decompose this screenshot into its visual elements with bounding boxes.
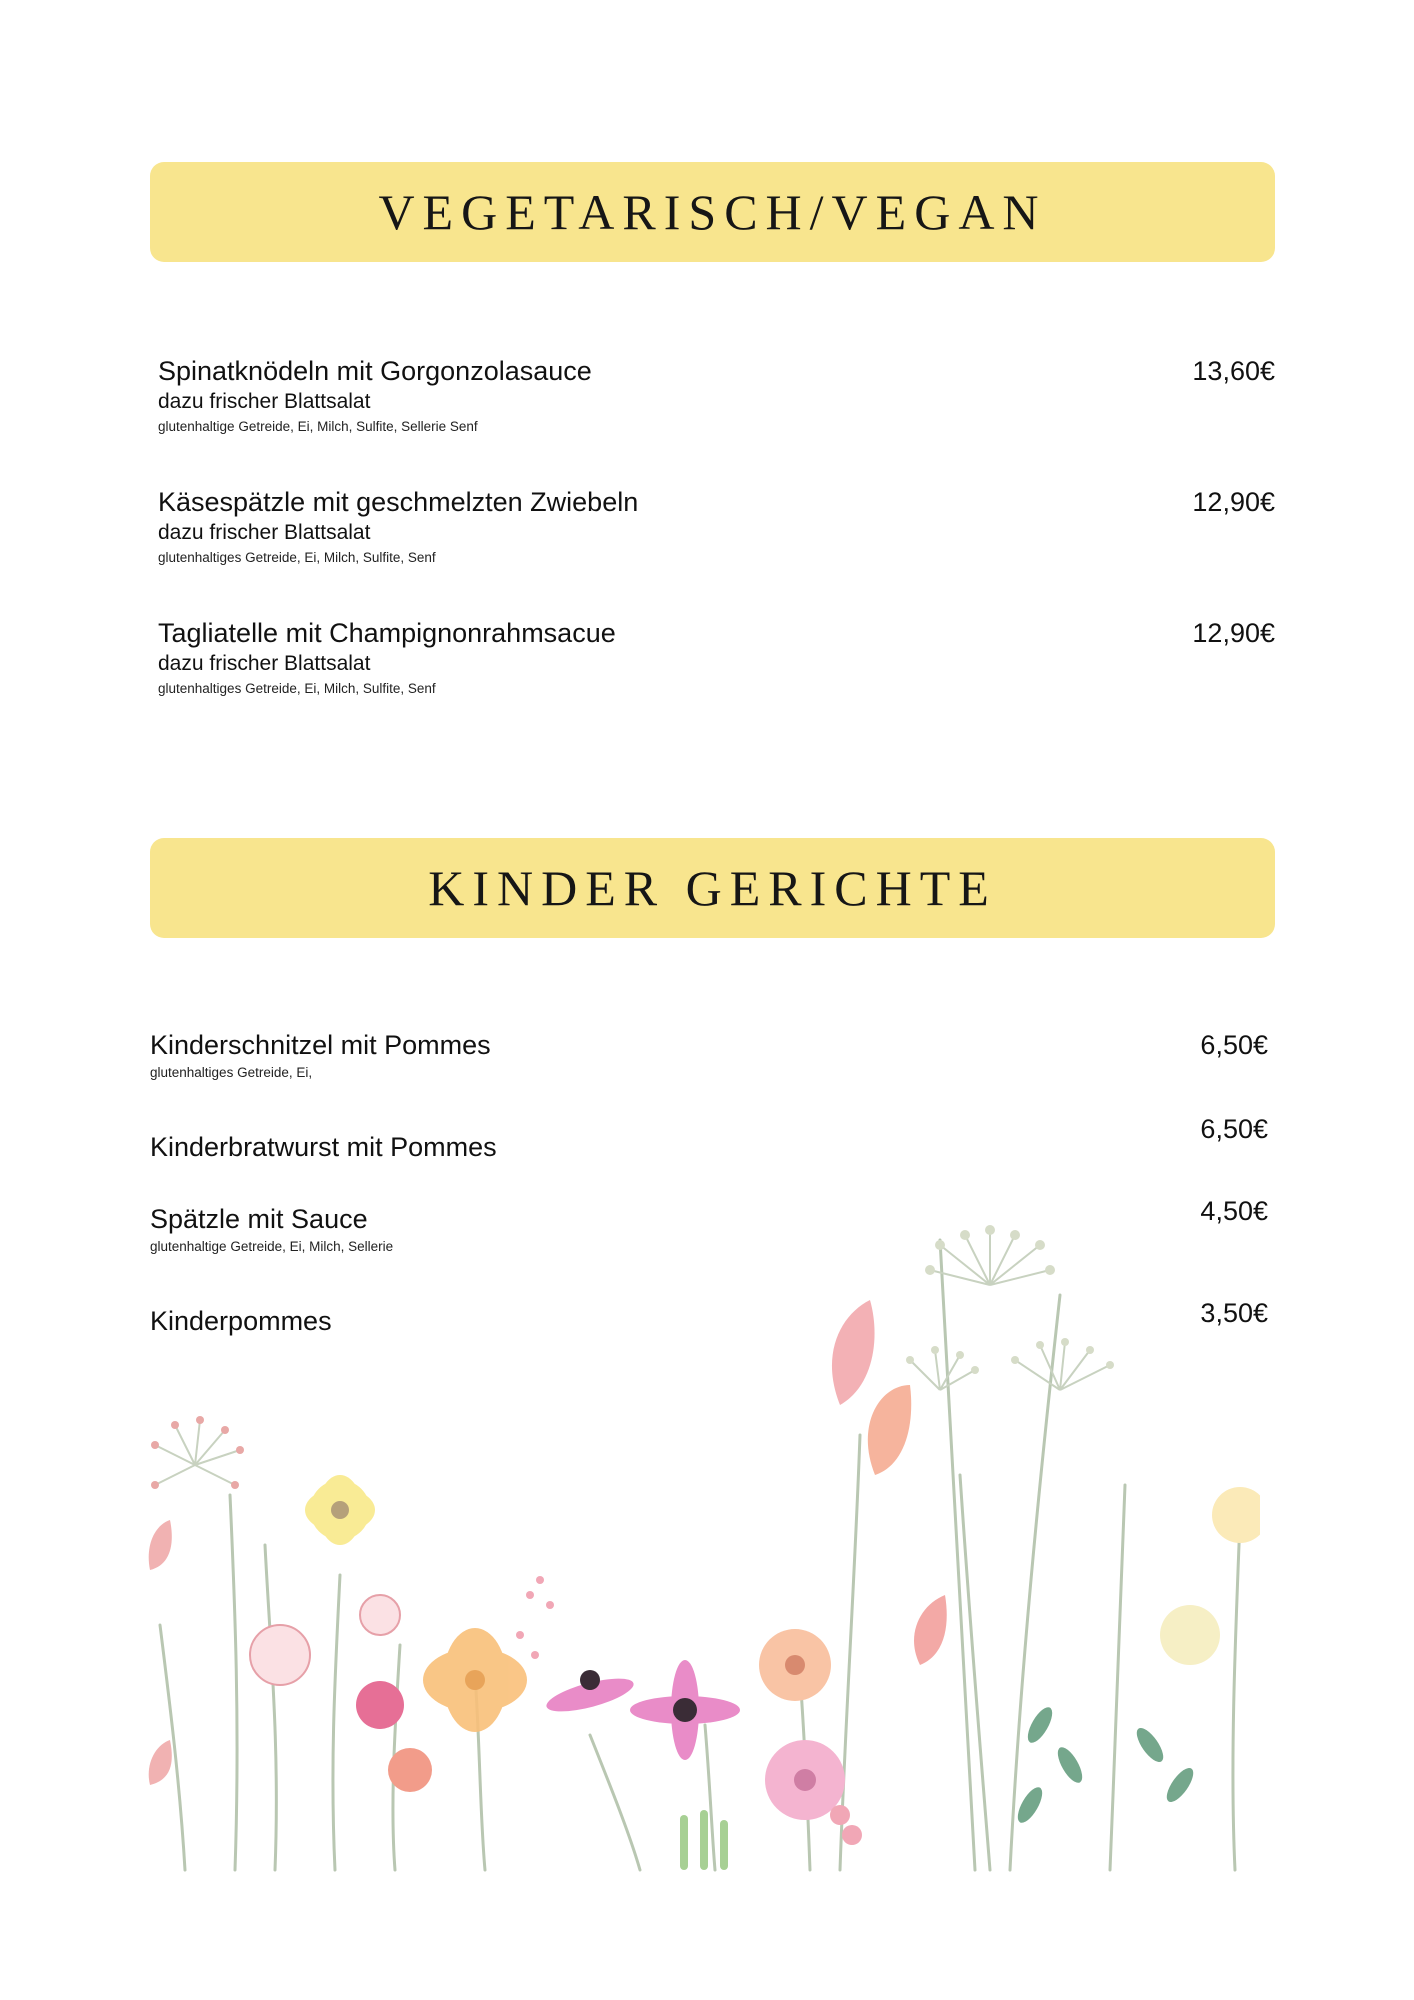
dish-side: dazu frischer Blattsalat <box>158 521 371 544</box>
dish-name: Kinderbratwurst mit Pommes <box>150 1132 497 1162</box>
dish-allergens: glutenhaltiges Getreide, Ei, <box>150 1065 313 1080</box>
dish-price: 12,90€ <box>1192 618 1275 648</box>
dish-price: 4,50€ <box>1200 1196 1268 1226</box>
section-title: KINDER GERICHTE <box>428 860 997 916</box>
flowers-illustration <box>140 1225 1260 1875</box>
dish-name: Kinderpommes <box>150 1306 332 1336</box>
dish-price: 13,60€ <box>1192 356 1275 386</box>
dish-name: Tagliatelle mit Champignonrahmsacue <box>158 618 616 648</box>
menu-item <box>158 616 1275 698</box>
dish-price: 12,90€ <box>1192 487 1275 517</box>
menu-item <box>158 485 1275 567</box>
dish-price: 3,50€ <box>1200 1298 1268 1328</box>
dish-allergens: glutenhaltiges Getreide, Ei, Milch, Sulfite, Senf <box>158 550 436 565</box>
dish-allergens: glutenhaltiges Getreide, Ei, Milch, Sulfite, Senf <box>158 681 436 696</box>
section-banner-vegetarian <box>150 162 1275 262</box>
menu-item <box>150 1114 1268 1164</box>
menu-item <box>158 354 1275 436</box>
dish-allergens: glutenhaltige Getreide, Ei, Milch, Sulfite, Sellerie Senf <box>158 419 478 434</box>
dish-side: dazu frischer Blattsalat <box>158 652 371 675</box>
dish-price: 6,50€ <box>1200 1114 1268 1144</box>
section-banner-kids <box>150 838 1275 938</box>
section-title: VEGETARISCH/VEGAN <box>378 184 1047 240</box>
dish-name: Spätzle mit Sauce <box>150 1204 368 1234</box>
dish-name: Spinatknödeln mit Gorgonzolasauce <box>158 356 592 386</box>
dish-name: Kinderschnitzel mit Pommes <box>150 1030 491 1060</box>
dish-allergens: glutenhaltige Getreide, Ei, Milch, Sellerie <box>150 1239 394 1254</box>
dish-name: Käsespätzle mit geschmelzten Zwiebeln <box>158 487 639 517</box>
dish-price: 6,50€ <box>1200 1030 1268 1060</box>
menu-item <box>150 1028 1268 1082</box>
dish-side: dazu frischer Blattsalat <box>158 390 371 413</box>
